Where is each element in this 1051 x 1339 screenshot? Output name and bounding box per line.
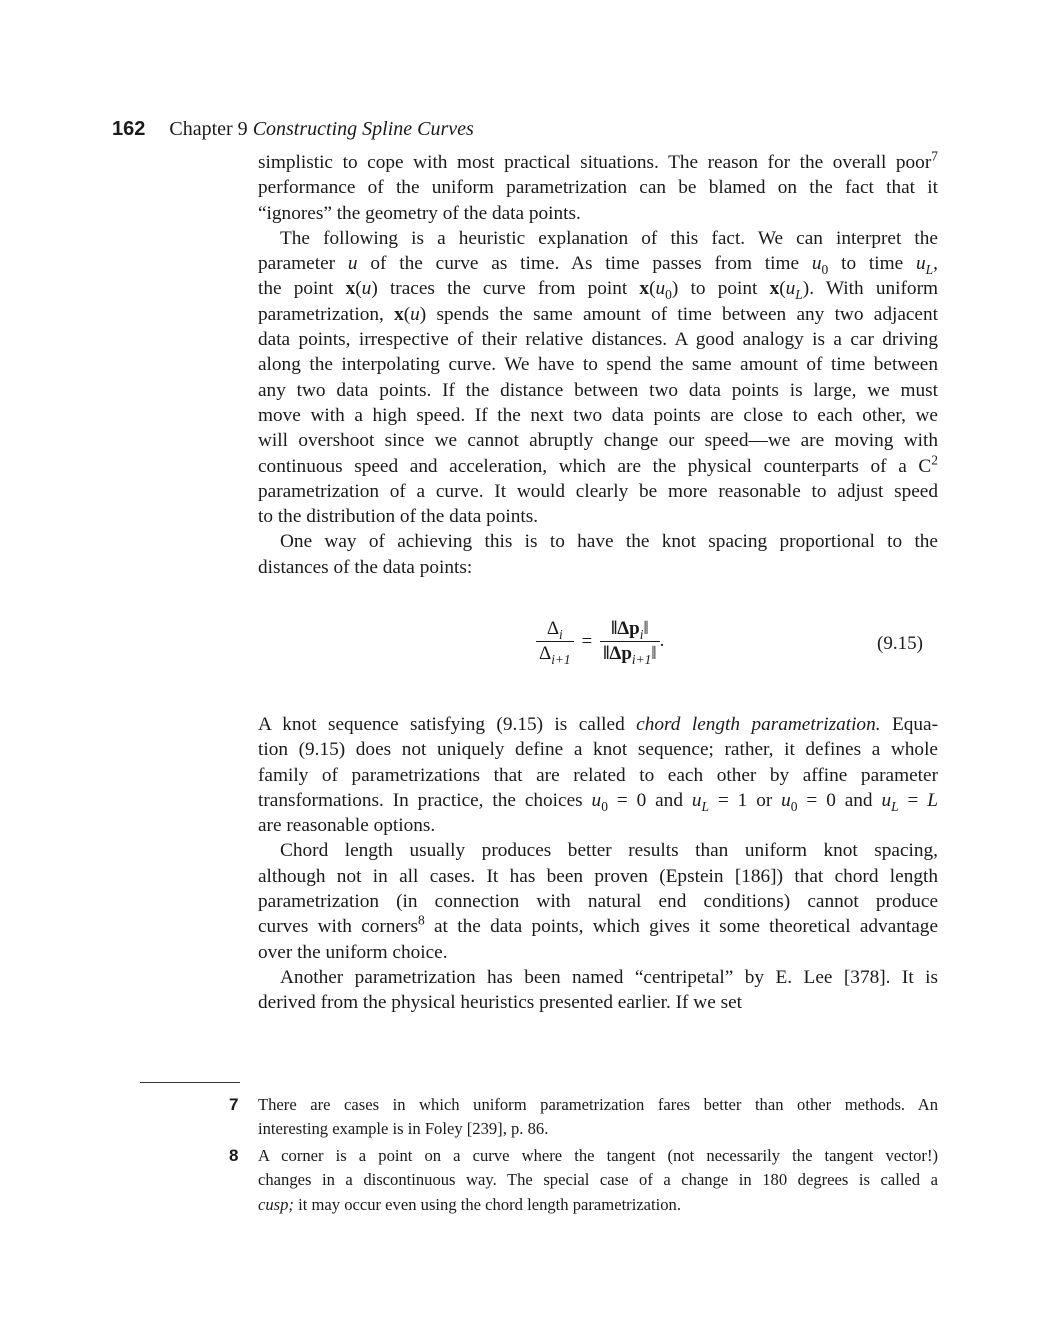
bold-symbol: x: [769, 278, 780, 300]
lhs-fraction: [536, 618, 574, 665]
subscript: L: [701, 798, 710, 814]
rhs-denominator-end: ‖: [651, 643, 657, 664]
text-run: (: [779, 278, 786, 300]
text-line: [258, 504, 938, 529]
text-line: [258, 813, 938, 838]
text-run: parametrization (in connection with natural end conditions) cannot produce: [258, 891, 938, 913]
equation-number: (9.15): [877, 633, 923, 654]
text-run: ) traces the curve from point: [371, 278, 640, 300]
subscript: 0: [601, 798, 608, 814]
footnote-rule: [140, 1082, 240, 1083]
text-line: [258, 529, 938, 554]
text-line: [258, 302, 938, 327]
footnote-8: [229, 1144, 938, 1217]
text-run: = 0 and: [797, 789, 882, 811]
subscript: 0: [790, 798, 798, 814]
lhs-numerator: Δ: [546, 618, 560, 639]
italic-text: u: [361, 278, 372, 300]
text-run: (: [355, 278, 362, 300]
equation-period: .: [659, 629, 665, 651]
body-text-block-2: [258, 712, 938, 1016]
text-line: [258, 1168, 938, 1192]
text-line: [258, 378, 938, 403]
subscript: 0: [821, 262, 829, 278]
bold-symbol: x: [639, 278, 650, 300]
italic-text: cusp;: [258, 1194, 294, 1214]
italic-text: u: [691, 789, 702, 811]
rhs-numerator: ‖Δp: [611, 618, 640, 639]
italic-text: chord length parametrization.: [636, 714, 881, 735]
rhs-numerator-sub: i: [639, 626, 644, 642]
text-run: the point: [258, 278, 346, 300]
text-run: to time: [828, 253, 917, 275]
text-run: derived from the physical heuristics presented earlier. If we set: [258, 992, 742, 1014]
text-line: [258, 201, 938, 226]
text-run: it may occur even using the chord length parametrization.: [293, 1194, 682, 1214]
text-line: [258, 327, 938, 352]
chapter-title: Constructing Spline Curves: [252, 118, 474, 140]
page-number: 162: [112, 118, 146, 140]
text-run: = 0 and: [607, 789, 692, 811]
text-run: curves with corners: [258, 916, 418, 938]
text-run: (: [649, 278, 656, 300]
superscript: 2: [931, 452, 938, 468]
lhs-denominator-sub: i+1: [551, 651, 571, 667]
text-run: to the distribution of the data points.: [258, 506, 539, 528]
subscript: L: [891, 798, 899, 814]
footnote-7: [229, 1093, 938, 1142]
text-run: family of parametrizations that are related to each other by affine parameter: [258, 764, 938, 786]
footnote-number: 8: [229, 1146, 239, 1165]
text-line: [258, 150, 938, 175]
text-line: [258, 428, 938, 453]
text-line: [258, 1144, 938, 1168]
superscript: 8: [417, 912, 425, 928]
lhs-numerator-sub: i: [559, 626, 563, 642]
text-line: [258, 1193, 938, 1217]
text-line: [258, 889, 938, 914]
text-run: parameter: [258, 253, 348, 275]
text-line: [258, 864, 938, 889]
text-run: continuous speed and acceleration, which are the physical counterparts of a C: [258, 455, 932, 477]
text-line: [258, 175, 938, 200]
bold-symbol: x: [345, 278, 356, 300]
text-run: performance of the uniform parametrization can be blamed on the fact that it: [258, 177, 938, 199]
text-line: [258, 838, 938, 863]
text-run: =: [898, 789, 928, 811]
text-run: of the curve as time. As time passes from time: [357, 253, 812, 275]
text-run: although not in all cases. It has been proven (Epstein [186]) that chord length: [258, 865, 938, 887]
text-line: [258, 479, 938, 504]
italic-text: u: [347, 253, 358, 275]
running-header: [112, 118, 474, 141]
text-run: (: [403, 303, 411, 325]
text-run: are reasonable options.: [258, 815, 436, 837]
footnote-number: 7: [229, 1095, 239, 1114]
rhs-fraction: [600, 618, 659, 665]
equation-9-15: [536, 618, 664, 665]
text-line: [258, 914, 938, 939]
italic-text: u: [785, 278, 796, 300]
text-line: [258, 251, 938, 276]
subscript: L: [925, 262, 934, 278]
text-run: distances of the data points:: [258, 556, 473, 578]
text-line: [258, 990, 938, 1015]
italic-text: L: [927, 789, 939, 811]
text-run: = 1 or: [709, 789, 782, 811]
text-run: A corner is a point on a curve where the tangent (not necessarily the tangent vector!): [258, 1146, 938, 1165]
text-run: Another parametrization has been named “centripetal” by E. Lee [378]. It is: [280, 966, 938, 988]
italic-text: u: [655, 278, 666, 300]
text-run: ) to point: [671, 278, 770, 300]
equals-sign: =: [581, 630, 593, 652]
text-run: will overshoot since we cannot abruptly change our speed—we are moving with: [258, 430, 938, 452]
text-run: along the interpolating curve. We have to spend the same amount of time between: [258, 354, 938, 376]
rhs-denominator-sub: i+1: [631, 651, 652, 667]
text-run: The following is a heuristic explanation of this fact. We can interpret the: [280, 227, 938, 249]
text-line: [258, 737, 938, 762]
text-run: parametrization,: [258, 303, 395, 325]
text-run: transformations. In practice, the choices: [258, 789, 592, 811]
text-line: [258, 1093, 938, 1117]
text-line: [258, 965, 938, 990]
italic-text: u: [410, 303, 420, 325]
text-run: interesting example is in Foley [239], p. 86.: [258, 1119, 549, 1139]
text-run: over the uniform choice.: [258, 941, 448, 963]
text-run: ). With uniform: [802, 278, 938, 300]
text-run: move with a high speed. If the next two data points are close to each other, we: [258, 404, 938, 426]
text-run: data points, irrespective of their relative distances. A good analogy is a car driving: [258, 329, 938, 351]
italic-text: u: [916, 253, 926, 275]
text-run: simplistic to cope with most practical situations. The reason for the overall poor: [258, 152, 932, 173]
text-line: [258, 226, 938, 251]
text-line: [258, 763, 938, 788]
subscript: 0: [665, 287, 672, 303]
text-line: [258, 352, 938, 377]
text-line: [258, 712, 938, 737]
text-line: [258, 940, 938, 965]
rhs-numerator-end: ‖: [643, 618, 649, 639]
text-run: ) spends the same amount of time between any two adjacent: [419, 303, 938, 325]
text-run: tion (9.15) does not uniquely define a knot sequence; rather, it defines a whole: [258, 739, 938, 761]
chapter-label: Chapter 9: [169, 118, 248, 140]
text-line: [258, 788, 938, 813]
body-text-block-1: [258, 150, 938, 580]
text-run: “ignores” the geometry of the data points.: [258, 202, 581, 224]
text-line: [258, 555, 938, 580]
rhs-denominator: ‖Δp: [603, 643, 632, 664]
superscript: 7: [931, 148, 938, 164]
italic-text: u: [781, 789, 791, 811]
italic-text: u: [591, 789, 602, 811]
text-run: parametrization of a curve. It would clearly be more reasonable to adjust speed: [258, 480, 938, 502]
text-run: Chord length usually produces better results than uniform knot spacing,: [280, 840, 938, 862]
text-run: There are cases in which uniform parametrization fares better than other methods. An: [258, 1095, 938, 1114]
text-run: at the data points, which gives it some theoretical advantage: [424, 916, 939, 938]
text-run: A knot sequence satisfying (9.15) is called: [258, 714, 637, 735]
bold-symbol: x: [394, 303, 404, 325]
text-line: [258, 403, 938, 428]
italic-text: u: [811, 253, 822, 275]
text-line: [258, 276, 938, 301]
italic-text: u: [881, 789, 892, 811]
text-run: One way of achieving this is to have the knot spacing proportional to the: [280, 531, 938, 553]
text-run: any two data points. If the distance between two data points is large, we must: [258, 379, 938, 401]
subscript: L: [795, 287, 803, 303]
text-line: [258, 454, 938, 479]
text-line: [258, 1117, 938, 1141]
text-run: Equa-: [880, 714, 939, 735]
text-run: changes in a discontinuous way. The special case of a change in 180 degrees is called a: [258, 1170, 938, 1190]
lhs-denominator: Δ: [539, 643, 552, 664]
text-run: ,: [933, 253, 938, 275]
